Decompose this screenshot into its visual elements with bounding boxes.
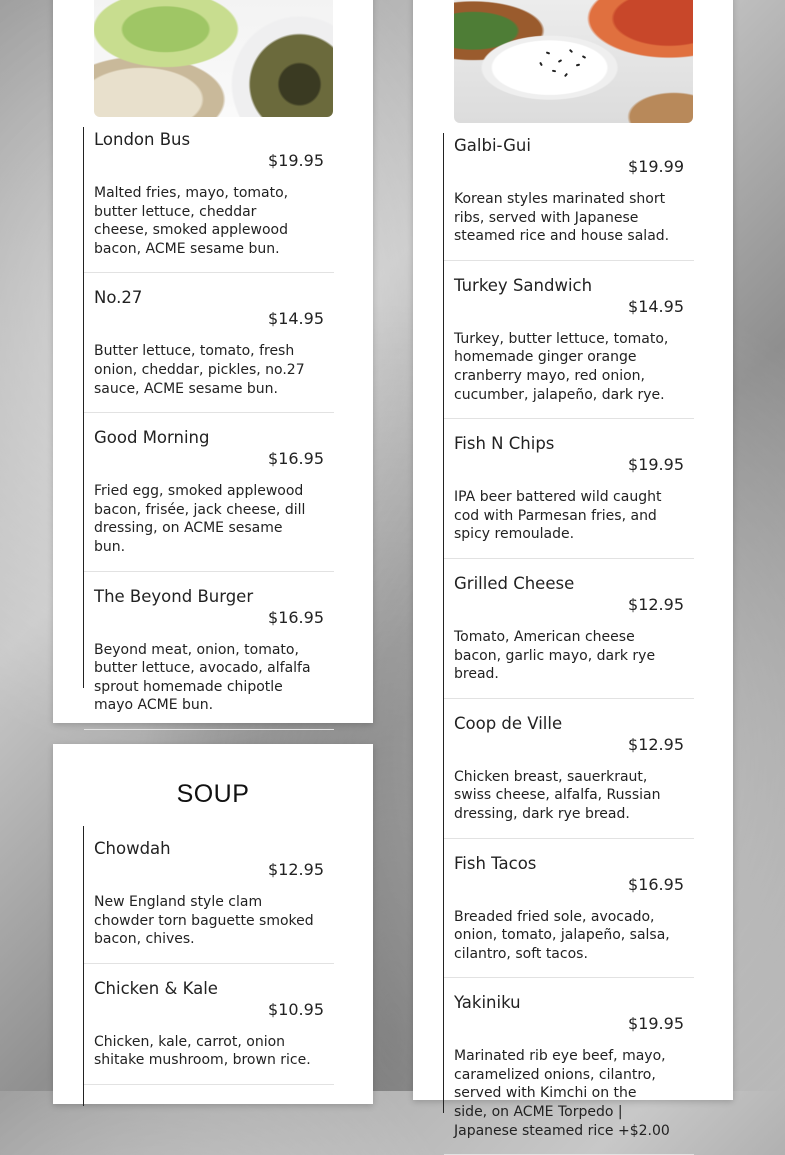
- menu-item-name: Fish N Chips: [454, 434, 555, 454]
- menu-item: [444, 990, 694, 1155]
- menu-item: [84, 127, 334, 273]
- menu-item-name: Grilled Cheese: [454, 573, 575, 593]
- menu-item-name: Galbi-Gui: [454, 136, 531, 155]
- menu-item: [84, 584, 334, 730]
- menu-item-description: Beyond meat, onion, tomato, butter lettuce, avocado, alfalfa sprout homemade chipotle mayo ACME bun.: [94, 641, 311, 714]
- menu-item-price: $12.95: [628, 734, 684, 754]
- menu-item: [444, 273, 694, 419]
- menu-item: [444, 851, 694, 979]
- menu-item-price: $19.95: [268, 151, 324, 170]
- menu-item-name: The Beyond Burger: [94, 586, 254, 606]
- menu-item-price: $16.95: [628, 874, 684, 894]
- menu-item-description: Chicken, kale, carrot, onion shitake mushroom, brown rice.: [94, 1033, 311, 1069]
- menu-item: [84, 976, 334, 1085]
- menu-item: [84, 285, 334, 413]
- menu-item-price: $12.95: [268, 860, 324, 879]
- menu-item-price: $19.99: [628, 157, 684, 176]
- menu-item-name: Turkey Sandwich: [454, 275, 593, 295]
- galbi-rice-photo: [454, 0, 693, 123]
- menu-item-name: London Bus: [94, 130, 191, 149]
- soup-section-title: SOUP: [176, 780, 250, 808]
- menu-item: [84, 836, 334, 964]
- menu-item: [444, 571, 694, 699]
- burger-side-salad-photo: [94, 0, 333, 117]
- menu-item-name: Good Morning: [94, 428, 210, 448]
- menu-item-description: Chicken breast, sauerkraut, swiss cheese, alfalfa, Russian dressing, dark rye bread.: [454, 768, 661, 822]
- menu-item-description: Korean styles marinated short ribs, served with Japanese steamed rice and house salad.: [454, 191, 670, 245]
- menu-item: [84, 425, 334, 571]
- menu-item-price: $16.95: [268, 449, 324, 469]
- burger-menu-list: [83, 127, 334, 714]
- menu-item-description: Fried egg, smoked applewood bacon, frisée, jack cheese, dill dressing, on ACME sesame bun.: [94, 483, 306, 555]
- menu-item-price: $14.95: [628, 296, 684, 316]
- menu-item-description: Breaded fried sole, avocado, onion, tomato, jalapeño, salsa, cilantro, soft tacos.: [454, 908, 670, 962]
- menu-item-description: Butter lettuce, tomato, fresh onion, cheddar, pickles, no.27 sauce, ACME sesame bun.: [94, 343, 305, 397]
- entree-menu-list: [443, 133, 694, 1139]
- menu-item-description: Tomato, American cheese bacon, garlic mayo, dark rye bread.: [454, 628, 656, 683]
- menu-item-price: $19.95: [628, 455, 684, 475]
- soup-menu-list: [83, 826, 334, 1106]
- menu-item-description: IPA beer battered wild caught cod with Parmesan fries, and spicy remoulade.: [454, 489, 662, 543]
- menu-item-name: No.27: [94, 288, 143, 308]
- menu-item: [444, 133, 694, 261]
- menu-item-name: Fish Tacos: [454, 853, 537, 873]
- menu-item-price: $14.95: [268, 309, 324, 329]
- menu-item-description: New England style clam chowder torn baguette smoked bacon, chives.: [94, 894, 314, 948]
- menu-item: [444, 431, 694, 559]
- menu-item-name: Coop de Ville: [454, 713, 563, 733]
- menu-item-price: $10.95: [268, 999, 324, 1019]
- menu-item-description: Turkey, butter lettuce, tomato, homemade ginger orange cranberry mayo, red onion, cucumber, jalapeño, dark rye.: [454, 330, 669, 403]
- menu-item-price: $16.95: [268, 607, 324, 627]
- menu-item: [444, 711, 694, 839]
- menu-item-price: $12.95: [628, 594, 684, 614]
- menu-item-name: Chowdah: [94, 839, 171, 858]
- menu-item-description: Malted fries, mayo, tomato, butter lettuce, cheddar cheese, smoked applewood bacon, ACME sesame bun.: [94, 185, 289, 257]
- menu-item-price: $19.95: [628, 1014, 684, 1034]
- menu-item-name: Chicken & Kale: [94, 978, 218, 998]
- menu-item-name: Yakiniku: [454, 993, 521, 1013]
- menu-item-description: Marinated rib eye beef, mayo, caramelized onions, cilantro, served with Kimchi on the side, on ACME Torpedo | Japanese steamed rice +$2.00: [454, 1048, 670, 1139]
